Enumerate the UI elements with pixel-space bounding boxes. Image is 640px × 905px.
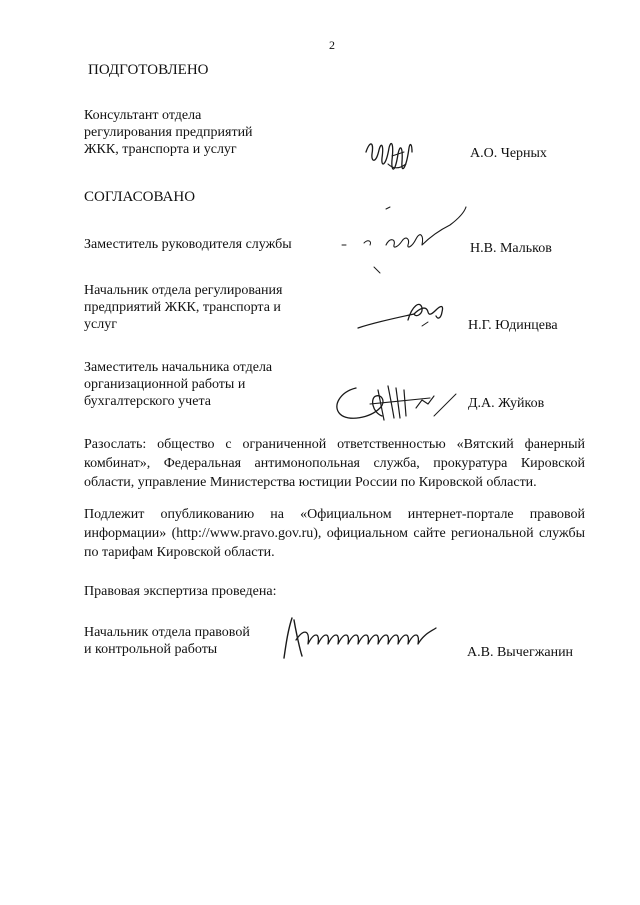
agreed-name-1: Н.В. Мальков <box>470 241 552 256</box>
agreed-name-3: Д.А. Жуйков <box>468 396 545 411</box>
prepared-position <box>84 107 253 158</box>
signature-chernykh <box>362 134 422 180</box>
legal-review-position <box>84 624 250 658</box>
legal-review-statement: Правовая экспертиза проведена: <box>84 584 277 599</box>
position-line: ЖКК, транспорта и услуг <box>84 142 237 157</box>
signature-zhuykov <box>330 380 458 426</box>
publication-text: Подлежит опубликованию на «Официальном интернет-портале правовой информации» (http://www.pravo.gov.ru), официальном сайте региональной службы по тарифам Кировской области. <box>84 507 585 560</box>
position-line: организационной работы и <box>84 377 246 392</box>
position-line: бухгалтерского учета <box>84 394 211 409</box>
position-line: Заместитель начальника отдела <box>84 360 273 375</box>
position-line: Консультант отдела <box>84 108 202 123</box>
signature-malkov <box>338 205 468 275</box>
distribution-text: Разослать: общество с ограниченной ответственностью «Вятский фанерный комбинат», Федеральная антимонопольная служба, прокуратура Кировской области, управление Министерства юстиции России по Кировской области. <box>84 437 585 490</box>
position-line: предприятий ЖКК, транспорта и <box>84 300 281 315</box>
agreed-position-2 <box>84 282 282 333</box>
position-line: Начальник отдела регулирования <box>84 283 283 298</box>
signature-yudintseva <box>356 292 456 336</box>
position-line: регулирования предприятий <box>84 125 253 140</box>
position-line: и контрольной работы <box>84 642 218 657</box>
signature-vychegzhanin <box>280 610 440 666</box>
prepared-name: А.О. Черных <box>470 146 547 161</box>
position-line: Начальник отдела правовой <box>84 625 250 640</box>
legal-review-name: А.В. Вычегжанин <box>467 645 574 660</box>
prepared-heading: ПОДГОТОВЛЕНО <box>88 62 209 78</box>
agreed-name-2: Н.Г. Юдинцева <box>468 318 558 333</box>
agreed-position-3 <box>84 359 272 410</box>
position-line: Заместитель руководителя службы <box>84 237 292 252</box>
agreed-heading: СОГЛАСОВАНО <box>84 189 196 205</box>
position-line: услуг <box>84 317 117 332</box>
page-number: 2 <box>329 38 335 52</box>
agreed-position-1 <box>84 236 292 253</box>
